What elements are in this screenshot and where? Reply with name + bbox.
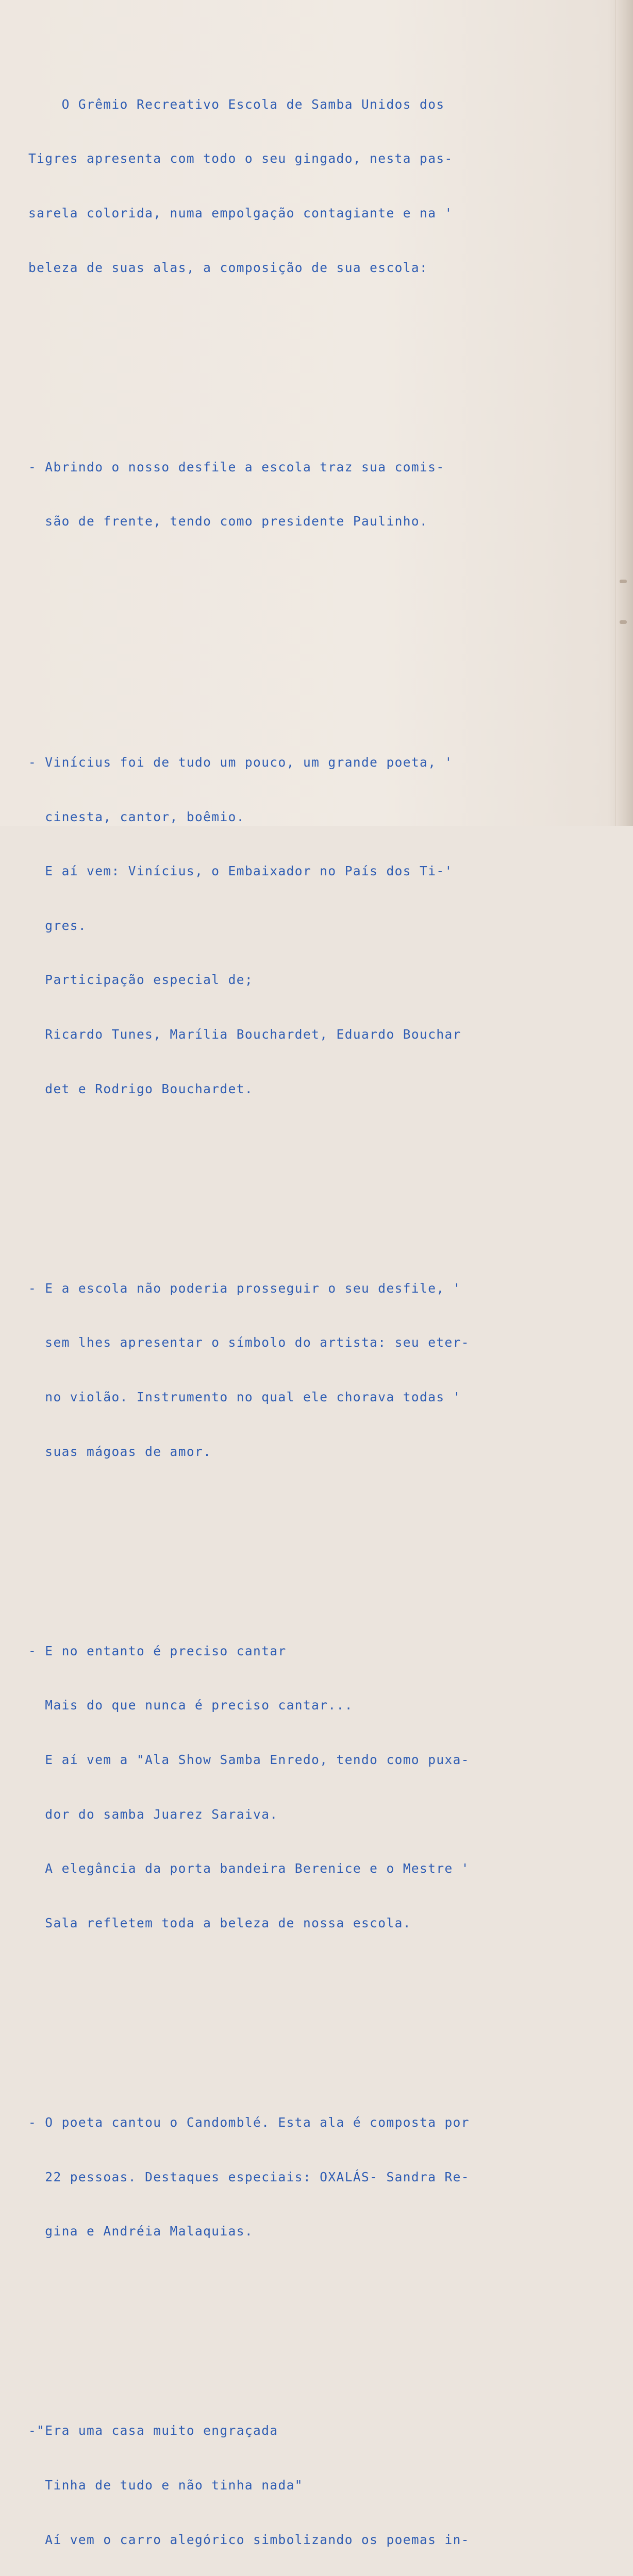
booklet-spine <box>615 0 633 826</box>
text-line: A elegância da porta bandeira Berenice e o Mestre ' <box>28 1861 470 1876</box>
text-line: sem lhes apresentar o símbolo do artista: seu eter- <box>28 1335 470 1350</box>
text-line: - Abrindo o nosso desfile a escola traz sua comis- <box>28 459 445 474</box>
text-line: - E no entanto é preciso cantar <box>28 1643 287 1658</box>
section-violao <box>28 1243 564 1497</box>
section-vinicius <box>28 717 564 1134</box>
text-line: det e Rodrigo Bouchardet. <box>28 1081 254 1096</box>
text-line: - O poeta cantou o Candomblé. Esta ala é composta por <box>28 2114 470 2130</box>
text-line: Tinha de tudo e não tinha nada" <box>28 2477 303 2493</box>
text-line: Tigres apresenta com todo o seu gingado, nesta pas- <box>28 151 453 166</box>
section-casa-engracada <box>28 2385 564 2576</box>
text-line: - E a escola não poderia prosseguir o seu desfile, ' <box>28 1280 461 1296</box>
text-line: beleza de suas alas, a composição de sua escola: <box>28 260 428 275</box>
text-line: Ricardo Tunes, Marília Bouchardet, Eduardo Bouchar <box>28 1026 461 1042</box>
text-line: E aí vem: Vinícius, o Embaixador no País dos Ti-' <box>28 863 453 879</box>
text-line: Sala refletem toda a beleza de nossa escola. <box>28 1915 411 1930</box>
text-line: Mais do que nunca é preciso cantar... <box>28 1698 353 1713</box>
section-samba-enredo <box>28 1605 564 1968</box>
section-candomble <box>28 2077 564 2277</box>
text-line: suas mágoas de amor. <box>28 1444 212 1459</box>
text-line: Participação especial de; <box>28 972 254 988</box>
document-text <box>28 23 564 2576</box>
text-line: -"Era uma casa muito engraçada <box>28 2423 278 2438</box>
text-line: gina e Andréia Malaquias. <box>28 2224 254 2239</box>
text-line: sarela colorida, numa empolgação contagiante e na ' <box>28 206 453 221</box>
section-comissao-de-frente <box>28 421 564 567</box>
text-line: no violão. Instrumento no qual ele chorava todas ' <box>28 1389 461 1404</box>
intro-paragraph <box>28 59 564 313</box>
text-line: 22 pessoas. Destaques especiais: OXALÁS- Sandra Re- <box>28 2169 470 2184</box>
text-line: cinesta, cantor, boêmio. <box>28 809 245 824</box>
text-line: Aí vem o carro alegórico simbolizando os poemas in- <box>28 2532 470 2547</box>
text-line: - Vinícius foi de tudo um pouco, um grande poeta, ' <box>28 755 453 770</box>
text-line: gres. <box>28 918 87 933</box>
staple-top <box>620 580 627 583</box>
staple-bottom <box>620 620 627 624</box>
text-line: O Grêmio Recreativo Escola de Samba Unidos dos <box>28 96 445 112</box>
text-line: E aí vem a "Ala Show Samba Enredo, tendo como puxa- <box>28 1752 470 1767</box>
text-line: são de frente, tendo como presidente Paulinho. <box>28 514 428 529</box>
text-line: dor do samba Juarez Saraiva. <box>28 1806 278 1822</box>
